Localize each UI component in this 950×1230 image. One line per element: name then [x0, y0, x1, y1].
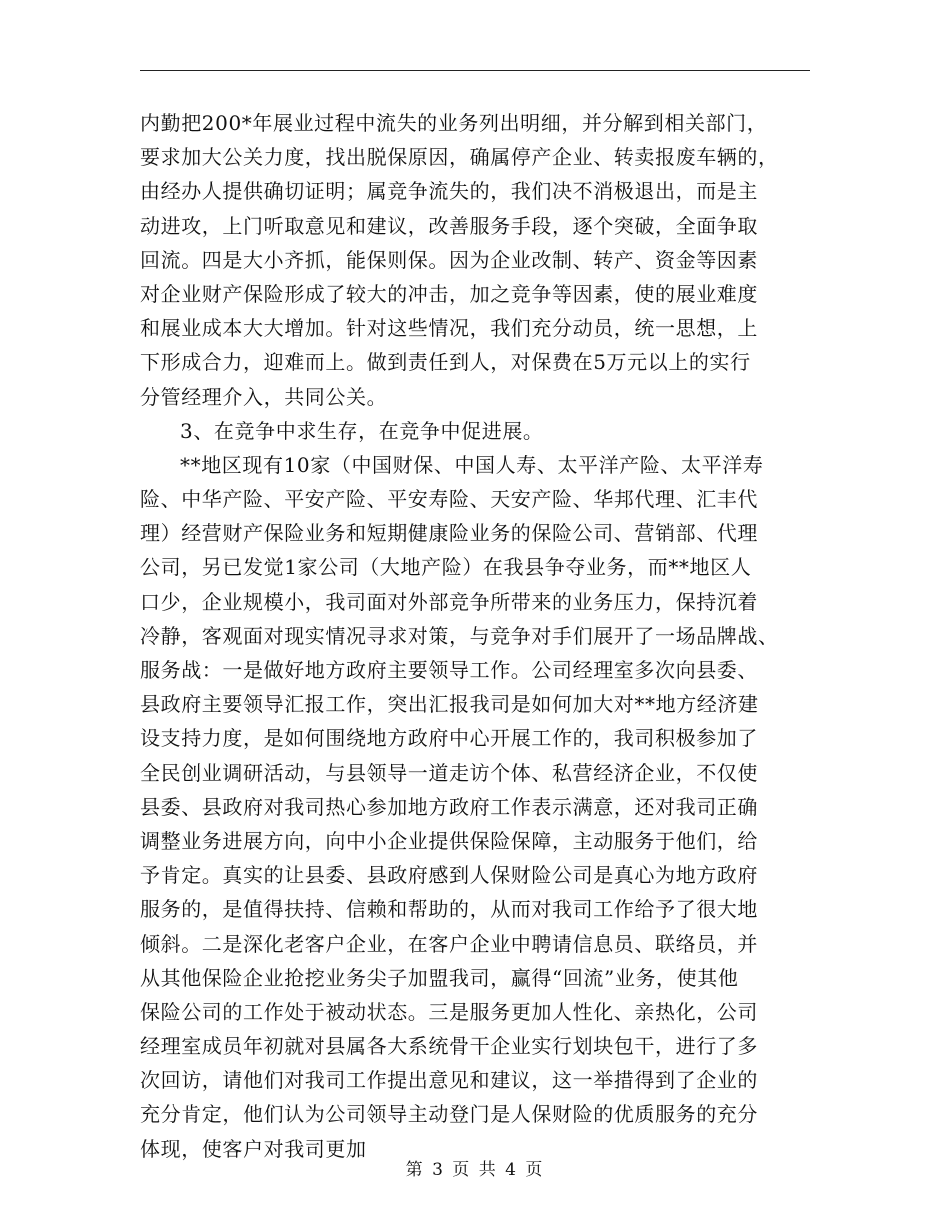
section-heading: 3、在竞争中求生存，在竞争中促进展。	[180, 418, 544, 443]
page-number-footer: 第 3 页 共 4 页	[405, 1160, 545, 1180]
text-line: 冷静，客观面对现实情况寻求对策，与竞争对手们展开了一场品牌战、	[140, 623, 779, 648]
text-line: 由经办人提供确切证明；属竞争流失的，我们决不消极退出，而是主	[140, 179, 758, 204]
text-line: 对企业财产保险形成了较大的冲击，加之竞争等因素，使的展业难度	[140, 281, 758, 306]
text-line: 从其他保险企业抢挖业务尖子加盟我司，赢得“回流”业务，使其他	[140, 965, 739, 990]
text-line: 分管经理介入，共同公关。	[140, 384, 388, 409]
text-line: 口少，企业规模小，我司面对外部竞争所带来的业务压力，保持沉着	[140, 589, 758, 614]
text-line: 和展业成本大大增加。针对这些情况，我们充分动员，统一思想，上	[140, 316, 758, 341]
text-line: 动进攻，上门听取意见和建议，改善服务手段，逐个突破，全面争取	[140, 213, 758, 238]
text-line: 保险公司的工作处于被动状态。三是服务更加人性化、亲热化，公司	[140, 999, 758, 1024]
text-line: 县委、县政府对我司热心参加地方政府工作表示满意，还对我司正确	[140, 794, 758, 819]
text-line: 设支持力度，是如何围绕地方政府中心开展工作的，我司积极参加了	[140, 726, 758, 751]
text-line: 内勤把200*年展业过程中流失的业务列出明细，并分解到相关部门，	[140, 111, 768, 135]
text-line: 次回访，请他们对我司工作提出意见和建议，这一举措得到了企业的	[140, 1068, 758, 1093]
text-line: 倾斜。二是深化老客户企业，在客户企业中聘请信息员、联络员，并	[140, 931, 758, 956]
document-body	[140, 106, 810, 1166]
text-line: 调整业务进展方向，向中小企业提供保险保障，主动服务于他们，给	[140, 828, 758, 853]
paragraph-first-line: **地区现有10家（中国财保、中国人寿、太平洋产险、太平洋寿	[180, 452, 764, 477]
text-line: 充分肯定，他们认为公司领导主动登门是人保财险的优质服务的充分	[140, 1102, 758, 1127]
text-line: 县政府主要领导汇报工作，突出汇报我司是如何加大对**地方经济建	[140, 692, 759, 717]
text-line: 经理室成员年初就对县属各大系统骨干企业实行划块包干，进行了多	[140, 1034, 758, 1059]
text-line: 公司，另已发觉1家公司（大地产险）在我县争夺业务，而**地区人	[140, 555, 752, 580]
text-line: 全民创业调研活动，与县领导一道走访个体、私营经济企业，不仅使	[140, 760, 758, 785]
text-line: 服务的，是值得扶持、信赖和帮助的，从而对我司工作给予了很大地	[140, 897, 758, 922]
text-line: 要求加大公关力度，找出脱保原因，确属停产企业、转卖报废车辆的，	[140, 145, 779, 170]
text-line: 理）经营财产保险业务和短期健康险业务的保险公司、营销部、代理	[140, 521, 758, 546]
header-rule	[140, 70, 810, 71]
text-line: 下形成合力，迎难而上。做到责任到人，对保费在5万元以上的实行	[140, 350, 751, 375]
text-line: 险、中华产险、平安产险、平安寿险、天安产险、华邦代理、汇丰代	[140, 487, 758, 512]
text-line: 体现，使客户对我司更加	[140, 1136, 367, 1161]
text-line: 服务战：一是做好地方政府主要领导工作。公司经理室多次向县委、	[140, 658, 758, 682]
text-line: 回流。四是大小齐抓，能保则保。因为企业改制、转产、资金等因素	[140, 247, 758, 272]
text-line: 予肯定。真实的让县委、县政府感到人保财险公司是真心为地方政府	[140, 863, 758, 888]
